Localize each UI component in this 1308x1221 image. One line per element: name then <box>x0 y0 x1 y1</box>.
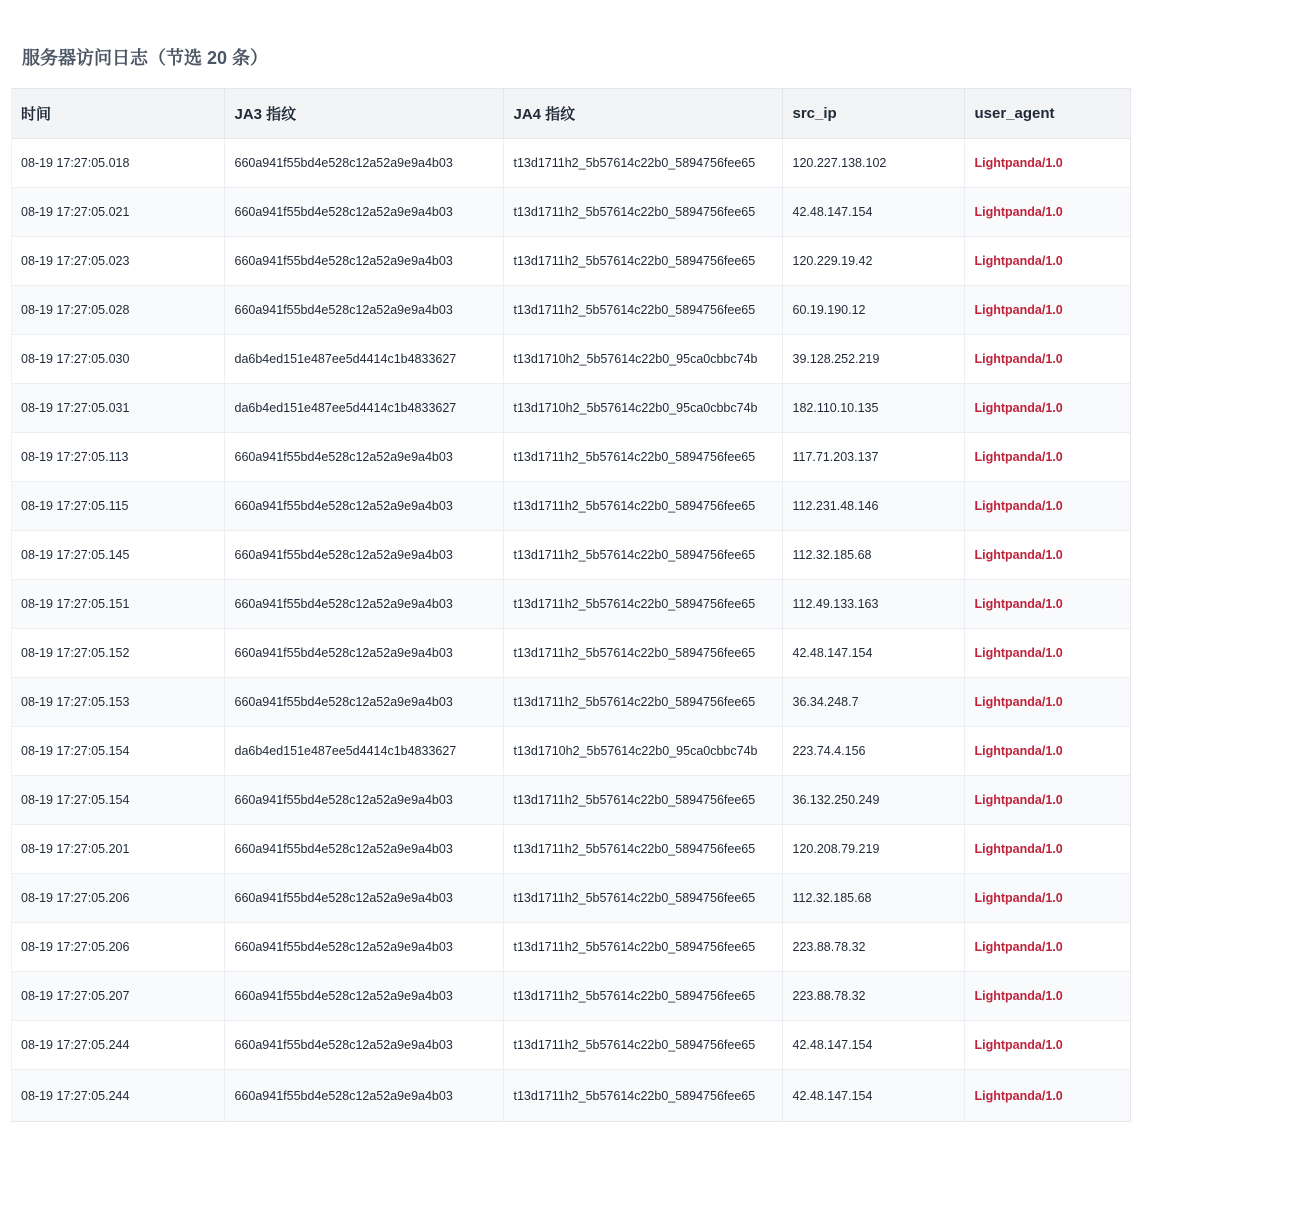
column-header-time: 时间 <box>12 89 224 139</box>
cell-ja4: t13d1711h2_5b57614c22b0_5894756fee65 <box>503 531 782 580</box>
cell-user-agent: Lightpanda/1.0 <box>964 580 1130 629</box>
cell-ja4: t13d1711h2_5b57614c22b0_5894756fee65 <box>503 972 782 1021</box>
table-row <box>12 923 1130 972</box>
cell-ja4: t13d1711h2_5b57614c22b0_5894756fee65 <box>503 825 782 874</box>
cell-ja3: da6b4ed151e487ee5d4414c1b4833627 <box>224 384 503 433</box>
cell-src-ip: 112.32.185.68 <box>782 874 964 923</box>
cell-user-agent: Lightpanda/1.0 <box>964 482 1130 531</box>
cell-time: 08-19 17:27:05.031 <box>12 384 224 433</box>
cell-user-agent: Lightpanda/1.0 <box>964 531 1130 580</box>
table-row <box>12 727 1130 776</box>
cell-user-agent: Lightpanda/1.0 <box>964 1021 1130 1070</box>
table-row <box>12 1021 1130 1070</box>
cell-ja3: 660a941f55bd4e528c12a52a9e9a4b03 <box>224 286 503 335</box>
cell-time: 08-19 17:27:05.152 <box>12 629 224 678</box>
cell-user-agent: Lightpanda/1.0 <box>964 335 1130 384</box>
table-row <box>12 580 1130 629</box>
cell-time: 08-19 17:27:05.244 <box>12 1021 224 1070</box>
cell-ja4: t13d1711h2_5b57614c22b0_5894756fee65 <box>503 580 782 629</box>
cell-time: 08-19 17:27:05.206 <box>12 923 224 972</box>
cell-user-agent: Lightpanda/1.0 <box>964 433 1130 482</box>
cell-user-agent: Lightpanda/1.0 <box>964 923 1130 972</box>
cell-ja4: t13d1711h2_5b57614c22b0_5894756fee65 <box>503 629 782 678</box>
table-row <box>12 874 1130 923</box>
cell-src-ip: 112.49.133.163 <box>782 580 964 629</box>
cell-ja4: t13d1711h2_5b57614c22b0_5894756fee65 <box>503 237 782 286</box>
table-row <box>12 188 1130 237</box>
table-row <box>12 237 1130 286</box>
cell-ja3: 660a941f55bd4e528c12a52a9e9a4b03 <box>224 482 503 531</box>
page-title: 服务器访问日志（节选 20 条） <box>22 48 269 68</box>
table-row <box>12 972 1130 1021</box>
cell-src-ip: 223.74.4.156 <box>782 727 964 776</box>
cell-user-agent: Lightpanda/1.0 <box>964 139 1130 188</box>
cell-time: 08-19 17:27:05.113 <box>12 433 224 482</box>
cell-ja4: t13d1711h2_5b57614c22b0_5894756fee65 <box>503 433 782 482</box>
table-row <box>12 286 1130 335</box>
cell-src-ip: 120.227.138.102 <box>782 139 964 188</box>
cell-ja4: t13d1710h2_5b57614c22b0_95ca0cbbc74b <box>503 727 782 776</box>
table-row <box>12 482 1130 531</box>
cell-src-ip: 112.231.48.146 <box>782 482 964 531</box>
table-body <box>12 139 1130 1122</box>
cell-src-ip: 42.48.147.154 <box>782 1021 964 1070</box>
cell-time: 08-19 17:27:05.207 <box>12 972 224 1021</box>
table-header <box>12 89 1130 139</box>
table-header-row <box>12 89 1130 139</box>
column-header-src-ip: src_ip <box>782 89 964 139</box>
cell-time: 08-19 17:27:05.151 <box>12 580 224 629</box>
table-row <box>12 139 1130 188</box>
cell-user-agent: Lightpanda/1.0 <box>964 874 1130 923</box>
cell-time: 08-19 17:27:05.115 <box>12 482 224 531</box>
table-row <box>12 433 1130 482</box>
cell-src-ip: 36.34.248.7 <box>782 678 964 727</box>
cell-src-ip: 223.88.78.32 <box>782 972 964 1021</box>
column-header-ja3: JA3 指纹 <box>224 89 503 139</box>
cell-ja3: 660a941f55bd4e528c12a52a9e9a4b03 <box>224 629 503 678</box>
cell-user-agent: Lightpanda/1.0 <box>964 678 1130 727</box>
cell-src-ip: 42.48.147.154 <box>782 1070 964 1122</box>
cell-time: 08-19 17:27:05.018 <box>12 139 224 188</box>
cell-ja3: 660a941f55bd4e528c12a52a9e9a4b03 <box>224 825 503 874</box>
cell-time: 08-19 17:27:05.154 <box>12 776 224 825</box>
cell-ja3: 660a941f55bd4e528c12a52a9e9a4b03 <box>224 1021 503 1070</box>
cell-ja4: t13d1711h2_5b57614c22b0_5894756fee65 <box>503 482 782 531</box>
cell-time: 08-19 17:27:05.021 <box>12 188 224 237</box>
cell-src-ip: 42.48.147.154 <box>782 188 964 237</box>
cell-time: 08-19 17:27:05.028 <box>12 286 224 335</box>
table-row <box>12 1070 1130 1122</box>
access-log-table <box>12 89 1130 1121</box>
table-row <box>12 629 1130 678</box>
cell-src-ip: 112.32.185.68 <box>782 531 964 580</box>
cell-time: 08-19 17:27:05.201 <box>12 825 224 874</box>
cell-ja4: t13d1711h2_5b57614c22b0_5894756fee65 <box>503 1021 782 1070</box>
cell-ja3: 660a941f55bd4e528c12a52a9e9a4b03 <box>224 776 503 825</box>
access-log-table-container <box>11 88 1131 1122</box>
cell-src-ip: 36.132.250.249 <box>782 776 964 825</box>
cell-ja4: t13d1711h2_5b57614c22b0_5894756fee65 <box>503 286 782 335</box>
column-header-user-agent: user_agent <box>964 89 1130 139</box>
cell-ja3: 660a941f55bd4e528c12a52a9e9a4b03 <box>224 923 503 972</box>
cell-ja3: 660a941f55bd4e528c12a52a9e9a4b03 <box>224 139 503 188</box>
cell-time: 08-19 17:27:05.244 <box>12 1070 224 1122</box>
cell-ja4: t13d1711h2_5b57614c22b0_5894756fee65 <box>503 776 782 825</box>
column-header-ja4: JA4 指纹 <box>503 89 782 139</box>
cell-ja3: da6b4ed151e487ee5d4414c1b4833627 <box>224 727 503 776</box>
cell-src-ip: 42.48.147.154 <box>782 629 964 678</box>
cell-src-ip: 182.110.10.135 <box>782 384 964 433</box>
table-row <box>12 776 1130 825</box>
cell-src-ip: 39.128.252.219 <box>782 335 964 384</box>
cell-src-ip: 60.19.190.12 <box>782 286 964 335</box>
cell-user-agent: Lightpanda/1.0 <box>964 825 1130 874</box>
cell-ja3: 660a941f55bd4e528c12a52a9e9a4b03 <box>224 531 503 580</box>
cell-time: 08-19 17:27:05.154 <box>12 727 224 776</box>
cell-user-agent: Lightpanda/1.0 <box>964 972 1130 1021</box>
cell-src-ip: 120.229.19.42 <box>782 237 964 286</box>
cell-ja4: t13d1711h2_5b57614c22b0_5894756fee65 <box>503 874 782 923</box>
cell-ja4: t13d1711h2_5b57614c22b0_5894756fee65 <box>503 1070 782 1122</box>
table-row <box>12 335 1130 384</box>
cell-src-ip: 117.71.203.137 <box>782 433 964 482</box>
cell-ja3: da6b4ed151e487ee5d4414c1b4833627 <box>224 335 503 384</box>
table-row <box>12 531 1130 580</box>
cell-user-agent: Lightpanda/1.0 <box>964 188 1130 237</box>
cell-ja4: t13d1711h2_5b57614c22b0_5894756fee65 <box>503 923 782 972</box>
cell-user-agent: Lightpanda/1.0 <box>964 237 1130 286</box>
cell-ja4: t13d1710h2_5b57614c22b0_95ca0cbbc74b <box>503 335 782 384</box>
cell-user-agent: Lightpanda/1.0 <box>964 1070 1130 1122</box>
cell-time: 08-19 17:27:05.145 <box>12 531 224 580</box>
cell-ja3: 660a941f55bd4e528c12a52a9e9a4b03 <box>224 972 503 1021</box>
table-row <box>12 825 1130 874</box>
table-row <box>12 678 1130 727</box>
cell-time: 08-19 17:27:05.030 <box>12 335 224 384</box>
cell-ja3: 660a941f55bd4e528c12a52a9e9a4b03 <box>224 678 503 727</box>
cell-ja3: 660a941f55bd4e528c12a52a9e9a4b03 <box>224 433 503 482</box>
cell-ja4: t13d1710h2_5b57614c22b0_95ca0cbbc74b <box>503 384 782 433</box>
cell-ja3: 660a941f55bd4e528c12a52a9e9a4b03 <box>224 580 503 629</box>
cell-ja3: 660a941f55bd4e528c12a52a9e9a4b03 <box>224 1070 503 1122</box>
cell-user-agent: Lightpanda/1.0 <box>964 629 1130 678</box>
cell-user-agent: Lightpanda/1.0 <box>964 776 1130 825</box>
cell-time: 08-19 17:27:05.023 <box>12 237 224 286</box>
table-row <box>12 384 1130 433</box>
cell-ja3: 660a941f55bd4e528c12a52a9e9a4b03 <box>224 874 503 923</box>
cell-ja4: t13d1711h2_5b57614c22b0_5894756fee65 <box>503 139 782 188</box>
cell-user-agent: Lightpanda/1.0 <box>964 286 1130 335</box>
cell-src-ip: 223.88.78.32 <box>782 923 964 972</box>
cell-user-agent: Lightpanda/1.0 <box>964 384 1130 433</box>
cell-ja3: 660a941f55bd4e528c12a52a9e9a4b03 <box>224 188 503 237</box>
cell-time: 08-19 17:27:05.206 <box>12 874 224 923</box>
cell-user-agent: Lightpanda/1.0 <box>964 727 1130 776</box>
cell-ja3: 660a941f55bd4e528c12a52a9e9a4b03 <box>224 237 503 286</box>
cell-ja4: t13d1711h2_5b57614c22b0_5894756fee65 <box>503 678 782 727</box>
cell-src-ip: 120.208.79.219 <box>782 825 964 874</box>
cell-time: 08-19 17:27:05.153 <box>12 678 224 727</box>
cell-ja4: t13d1711h2_5b57614c22b0_5894756fee65 <box>503 188 782 237</box>
